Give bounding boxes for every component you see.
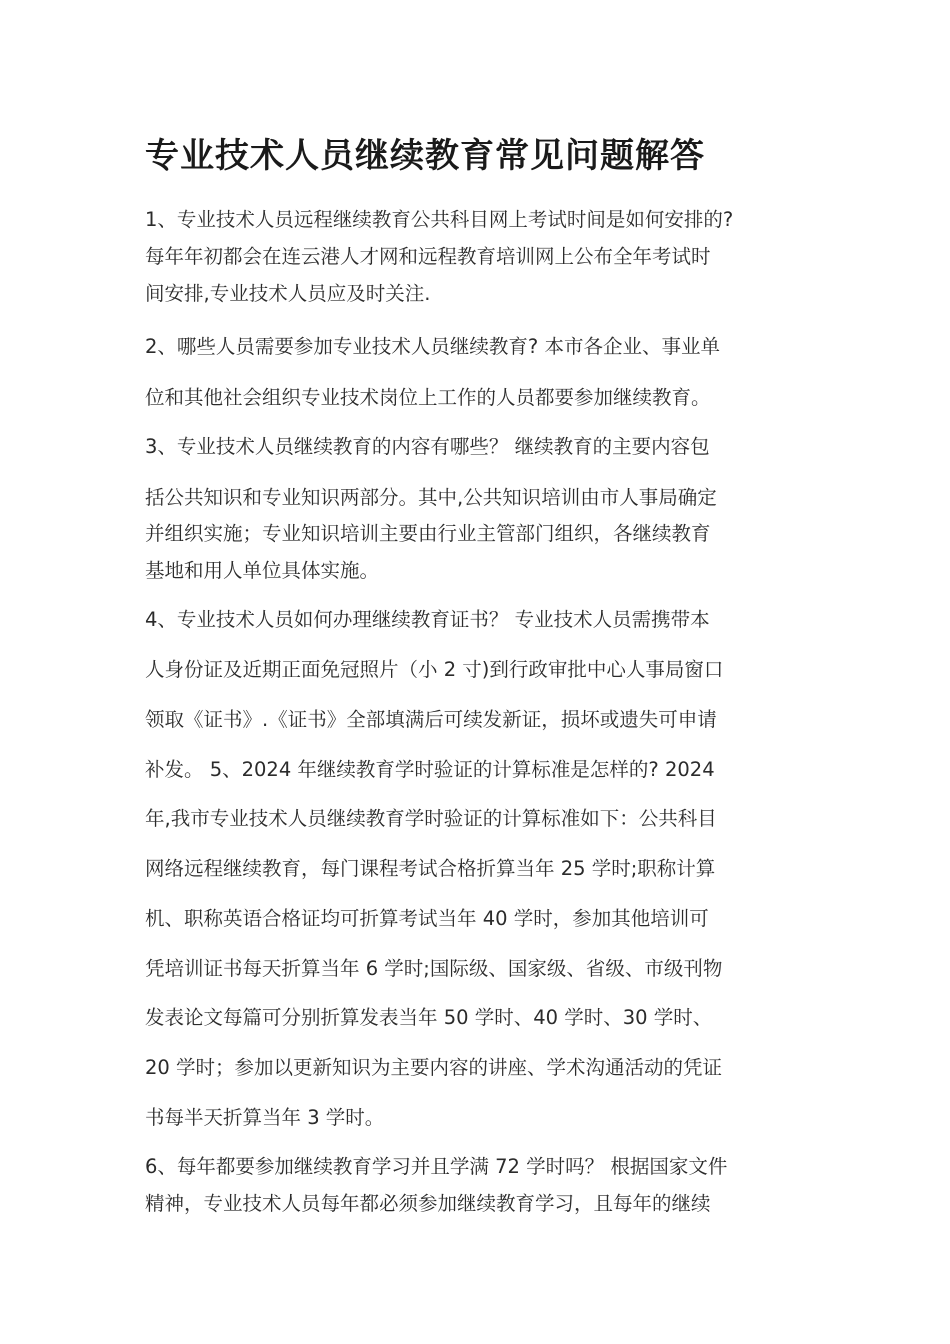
body-line: 人身份证及近期正面免冠照片（小 2 寸)到行政审批中心人事局窗口 [145,658,724,681]
body-line: 并组织实施；专业知识培训主要由行业主管部门组织，各继续教育 [145,522,711,545]
body-line: 领取《证书》.《证书》全部填满后可续发新证，损坏或遗失可申请 [145,708,717,731]
body-line: 20 学时；参加以更新知识为主要内容的讲座、学术沟通活动的凭证 [145,1056,723,1079]
body-line: 凭培训证书每天折算当年 6 学时;国际级、国家级、省级、市级刊物 [145,957,723,980]
body-line: 发表论文每篇可分别折算发表当年 50 学时、40 学时、30 学时、 [145,1006,713,1029]
body-line: 1、专业技术人员远程继续教育公共科目网上考试时间是如何安排的? [145,208,734,231]
body-line: 网络远程继续教育，每门课程考试合格折算当年 25 学时;职称计算 [145,857,716,880]
document-title: 专业技术人员继续教育常见问题解答 [145,136,705,176]
body-line: 书每半天折算当年 3 学时。 [145,1106,385,1129]
body-line: 6、每年都要参加继续教育学习并且学满 72 学时吗？ 根据国家文件 [145,1155,728,1178]
body-line: 间安排,专业技术人员应及时关注. [145,282,431,305]
body-line: 每年年初都会在连云港人才网和远程教育培训网上公布全年考试时 [145,245,711,268]
body-line: 2、哪些人员需要参加专业技术人员继续教育? 本市各企业、事业单 [145,335,720,358]
body-line: 3、专业技术人员继续教育的内容有哪些？ 继续教育的主要内容包 [145,435,710,458]
body-line: 年,我市专业技术人员继续教育学时验证的计算标准如下：公共科目 [145,807,717,830]
body-line: 4、专业技术人员如何办理继续教育证书？ 专业技术人员需携带本 [145,608,710,631]
body-line: 基地和用人单位具体实施。 [145,559,380,582]
body-line: 精神，专业技术人员每年都必须参加继续教育学习，且每年的继续 [145,1192,711,1215]
body-line: 补发。 5、2024 年继续教育学时验证的计算标准是怎样的? 2024 [145,758,715,781]
body-line: 位和其他社会组织专业技术岗位上工作的人员都要参加继续教育。 [145,386,711,409]
body-line: 括公共知识和专业知识两部分。其中,公共知识培训由市人事局确定 [145,486,717,509]
body-line: 机、职称英语合格证均可折算考试当年 40 学时，参加其他培训可 [145,907,709,930]
